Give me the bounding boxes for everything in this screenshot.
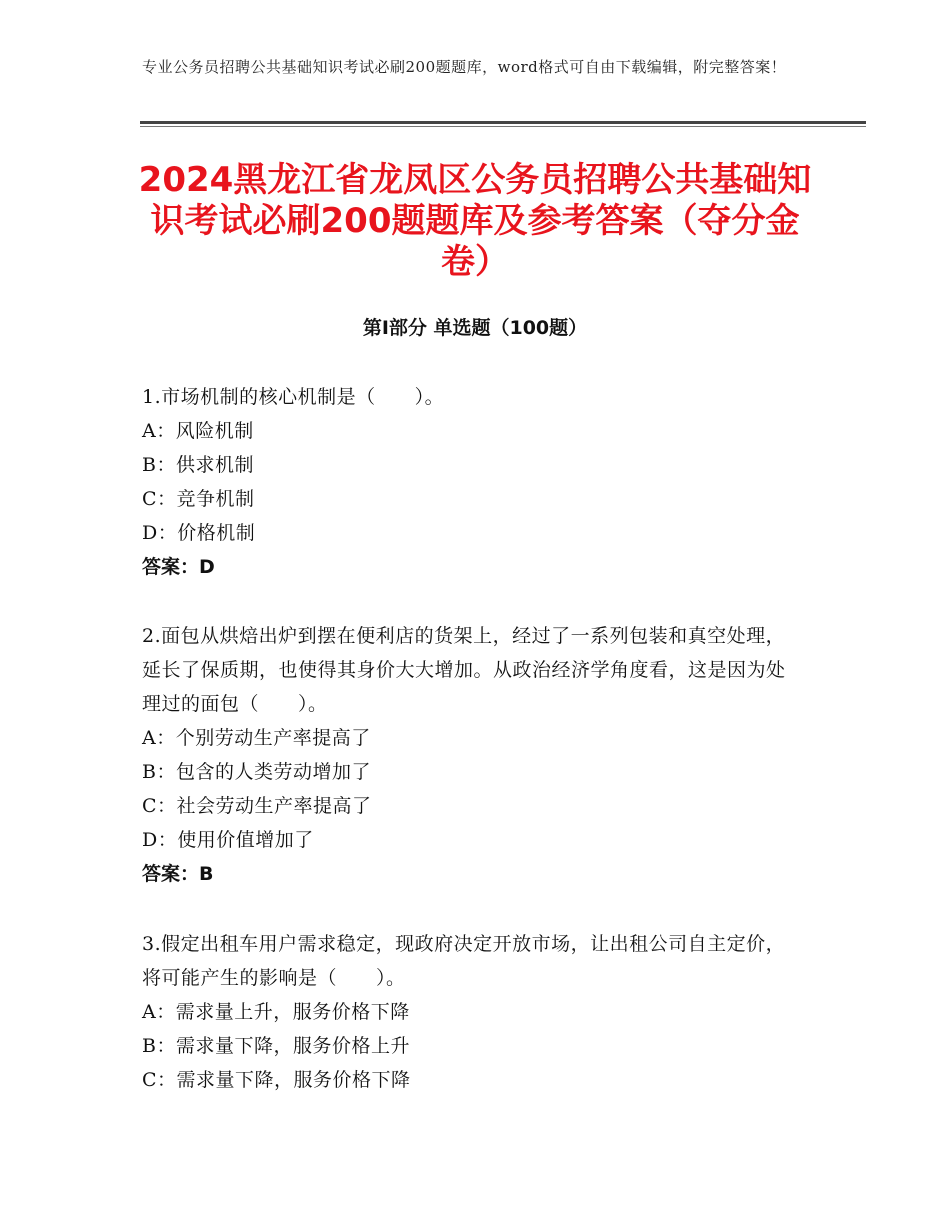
option-a: A：需求量上升，服务价格下降 (142, 1001, 410, 1023)
option-b: B：供求机制 (142, 454, 254, 476)
header-rule-thick (140, 121, 866, 124)
answer-text: 答案：B (142, 863, 214, 885)
header-note: 专业公务员招聘公共基础知识考试必刷200题题库，word格式可自由下载编辑，附完整答案！ (142, 58, 787, 76)
question-stem: 3.假定出租车用户需求稳定，现政府决定开放市场，让出租公司自主定价，将可能产生的影响是（ ）。 (142, 933, 786, 989)
question-stem: 1.市场机制的核心机制是（ ）。 (142, 386, 445, 408)
document-title: 2024黑龙江省龙凤区公务员招聘公共基础知识考试必刷200题题库及参考答案（夺分金卷） (138, 160, 812, 282)
option-a: A：个别劳动生产率提高了 (142, 727, 371, 749)
header-rule-thin (140, 126, 866, 127)
option-d: D：使用价值增加了 (142, 829, 314, 851)
option-a: A：风险机制 (142, 420, 254, 442)
option-c: C：竞争机制 (142, 488, 255, 510)
option-c: C：需求量下降，服务价格下降 (142, 1069, 411, 1091)
option-b: B：包含的人类劳动增加了 (142, 761, 371, 783)
option-d: D：价格机制 (142, 522, 256, 544)
question-2 (142, 619, 822, 891)
option-b: B：需求量下降，服务价格上升 (142, 1035, 410, 1057)
question-3 (142, 927, 822, 1097)
option-c: C：社会劳动生产率提高了 (142, 795, 372, 817)
section-heading: 第Ⅰ部分 单选题（100题） (362, 317, 588, 339)
question-stem: 2.面包从烘焙出炉到摆在便利店的货架上，经过了一系列包装和真空处理，延长了保质期，也使得其身价大大增加。从政治经济学角度看，这是因为处理过的面包（ ）。 (142, 625, 786, 715)
question-1 (142, 380, 822, 584)
answer-text: 答案：D (142, 556, 215, 578)
